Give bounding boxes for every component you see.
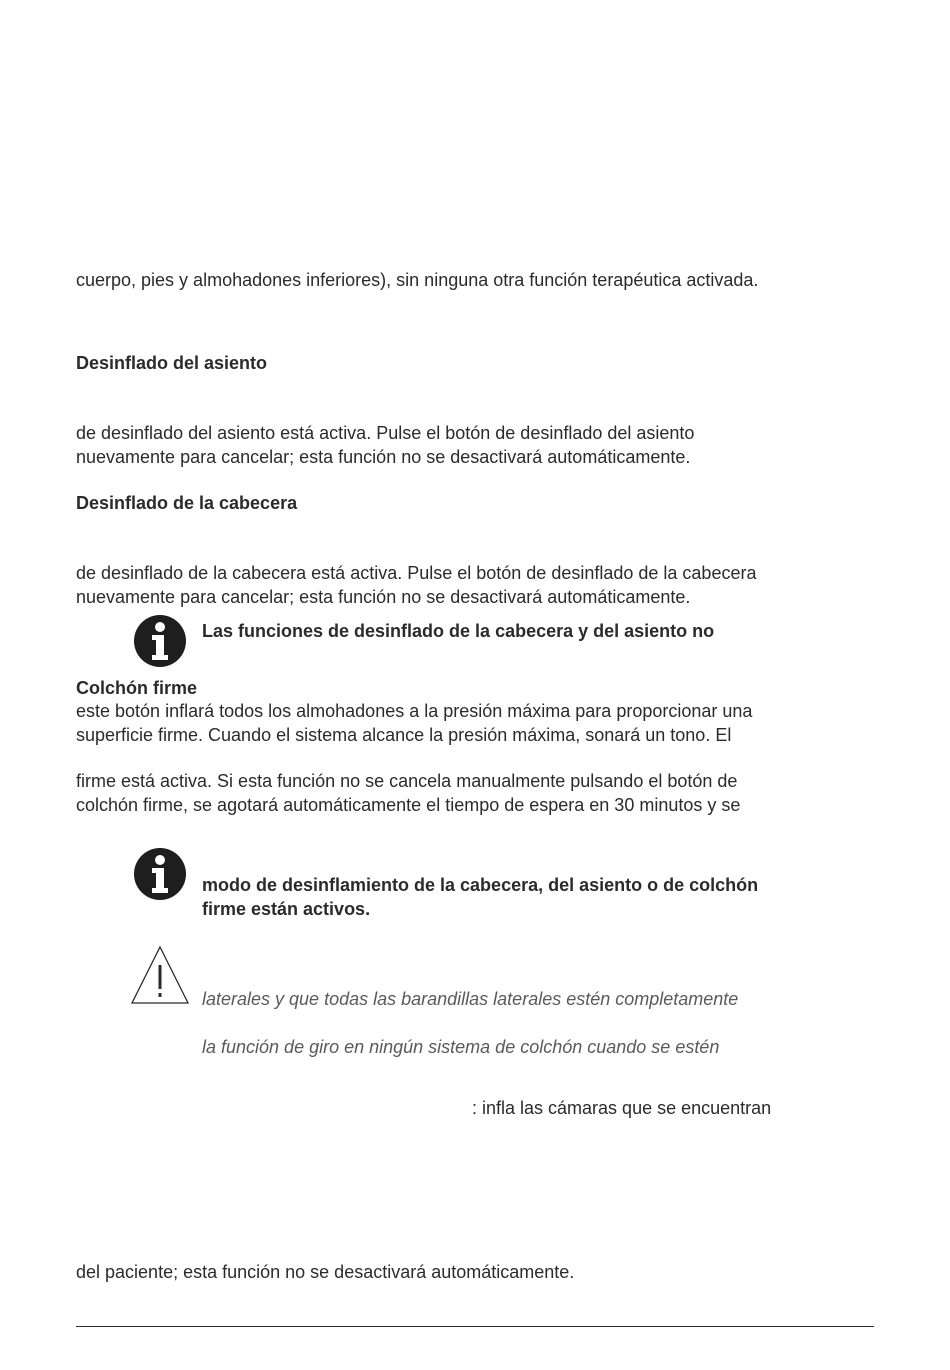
paragraph-line: firme está activa. Si esta función no se cancela manualmente pulsando el botón de: [76, 771, 738, 791]
paragraph-line: cuerpo, pies y almohadones inferiores), sin ninguna otra función terapéutica activada.: [76, 270, 759, 290]
paragraph-line: : infla las cámaras que se encuentran: [472, 1098, 772, 1118]
paragraph-line: nuevamente para cancelar; esta función no se desactivará automáticamente.: [76, 447, 691, 467]
warning-text: laterales y que todas las barandillas laterales estén completamente: [202, 989, 739, 1009]
paragraph-line: de desinflado de la cabecera está activa. Pulse el botón de desinflado de la cabecera: [76, 563, 757, 583]
warning-text: la función de giro en ningún sistema de colchón cuando se estén: [202, 1037, 720, 1057]
paragraph-line: este botón inflará todos los almohadones a la presión máxima para proporcionar una: [76, 701, 753, 721]
info-note-text: firme están activos.: [202, 899, 371, 919]
section-heading-seat-deflation: Desinflado del asiento: [76, 353, 268, 373]
info-note-text: Las funciones de desinflado de la cabecera y del asiento no: [202, 621, 715, 641]
section-heading-head-deflation: Desinflado de la cabecera: [76, 493, 298, 513]
footer-divider: [76, 1326, 874, 1327]
paragraph-line: del paciente; esta función no se desactivará automáticamente.: [76, 1262, 575, 1282]
paragraph-line: superficie firme. Cuando el sistema alcance la presión máxima, sonará un tono. El: [76, 725, 732, 745]
paragraph-line: de desinflado del asiento está activa. Pulse el botón de desinflado del asiento: [76, 423, 695, 443]
warning-triangle-icon: [130, 945, 190, 1005]
info-note-text: modo de desinflamiento de la cabecera, del asiento o de colchón: [202, 875, 759, 895]
paragraph-line: nuevamente para cancelar; esta función no se desactivará automáticamente.: [76, 587, 691, 607]
paragraph-line: colchón firme, se agotará automáticamente el tiempo de espera en 30 minutos y se: [76, 795, 741, 815]
section-heading-firm-mattress: Colchón firme: [76, 678, 198, 698]
info-icon: [133, 847, 187, 901]
info-icon: [133, 614, 187, 668]
